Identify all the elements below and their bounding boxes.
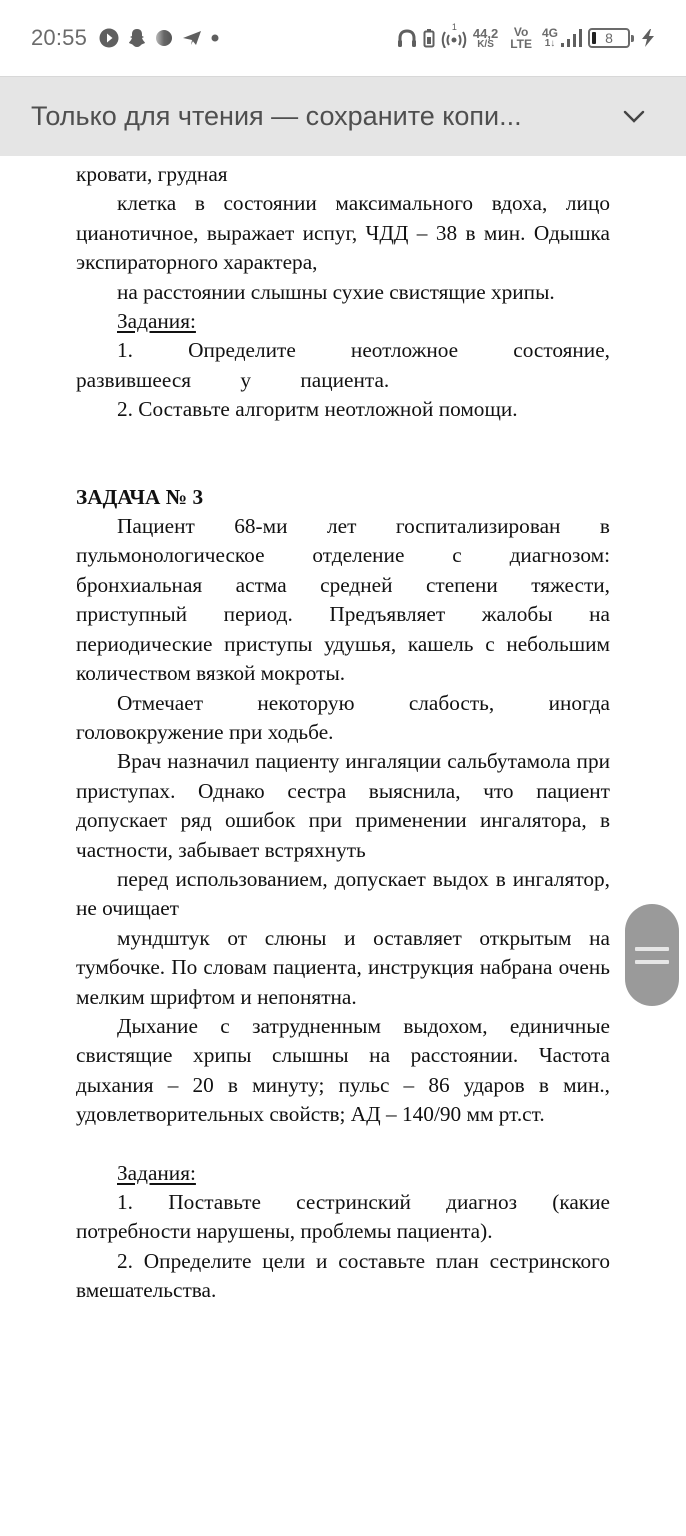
- circle-half-icon: [155, 29, 173, 47]
- task-item: 2. Определите цели и составьте план сестринского вмешательства.: [76, 1248, 610, 1303]
- task-item: 1. Поставьте сестринский диагноз (какие потребности нарушены, проблемы пациента).: [76, 1190, 610, 1244]
- battery-level: 8: [605, 30, 613, 46]
- headphones-icon: [397, 28, 417, 48]
- telegram-icon: [182, 29, 202, 47]
- paragraph: перед использованием, допускает выдох в ингалятор, не очищает: [76, 866, 610, 921]
- net-speed: [473, 27, 498, 50]
- status-bar-right: [397, 22, 656, 51]
- volte-icon: Vo LTE: [510, 25, 532, 51]
- clock: 20:55: [31, 25, 88, 50]
- dot-icon: [211, 34, 219, 42]
- paragraph: Дыхание с затрудненным выдохом, единичные свистящие хрипы слышны на расстоянии. Частота дыхания – 20 в минуту; пульс – 86 ударов в мин., удовлетворительных свойств; АД – 140/90 мм рт.ст.: [76, 1013, 610, 1127]
- status-bar: [0, 0, 686, 76]
- hotspot-battery-icon: [423, 28, 435, 48]
- net-speed-value: 44,2: [472, 25, 499, 41]
- tasks-label: Задания:: [117, 309, 196, 334]
- snapchat-ghost-icon: [128, 28, 146, 48]
- paragraph: на расстоянии слышны сухие свистящие хрипы.: [117, 279, 555, 304]
- tasks-label: Задания:: [117, 1160, 196, 1185]
- paragraph: клетка в состоянии максимального вдоха, лицо цианотичное, выражает испуг, ЧДД – 38 в мин. Одышка экспираторного характера,: [76, 191, 610, 275]
- drag-handle-icon: [635, 960, 669, 964]
- battery-icon: [588, 28, 630, 48]
- 4g-signal-icon: 4G 1↓: [542, 27, 582, 49]
- hotspot-count: 1: [451, 22, 457, 32]
- drag-handle-icon: [635, 947, 669, 951]
- task-item: 2. Составьте алгоритм неотложной помощи.: [117, 397, 518, 422]
- paragraph: Пациент 68-ми лет госпитализирован в пульмонологическое отделение с диагнозом: бронхиальная астма средней степени тяжести, приступный период. Предъявляет жалобы на периодические приступы удушья, кашель с небольшим количеством вязкой мокроты.: [76, 514, 610, 686]
- net-speed-unit: K/S: [477, 38, 494, 50]
- charging-icon: [640, 28, 656, 48]
- status-bar-left: [31, 25, 228, 51]
- scroll-handle[interactable]: [625, 904, 679, 1006]
- read-only-banner[interactable]: [0, 76, 686, 156]
- wifi-hotspot-icon: [441, 22, 467, 48]
- play-circle-icon: [99, 28, 119, 48]
- document-body: [76, 160, 610, 1306]
- banner-title: Только для чтения — сохраните копи...: [31, 101, 522, 131]
- task-heading: ЗАДАЧА № 3: [76, 484, 204, 509]
- paragraph: Врач назначил пациенту ингаляции сальбутамола при приступах. Однако сестра выяснила, что пациент допускает ряд ошибок при применении ингалятора, в частности, забывает встряхнуть: [76, 749, 610, 862]
- task-item: 1. Определите неотложное состояние, развившееся у пациента.: [76, 338, 610, 392]
- paragraph: мундштук от слюны и оставляет открытым на тумбочке. По словам пациента, инструкция набрана очень мелким шрифтом и непонятна.: [76, 925, 610, 1009]
- paragraph-line: кровати, грудная: [76, 162, 228, 186]
- chevron-down-icon[interactable]: [620, 103, 648, 131]
- paragraph: Отмечает некоторую слабость, иногда головокружение при ходьбе.: [76, 690, 610, 744]
